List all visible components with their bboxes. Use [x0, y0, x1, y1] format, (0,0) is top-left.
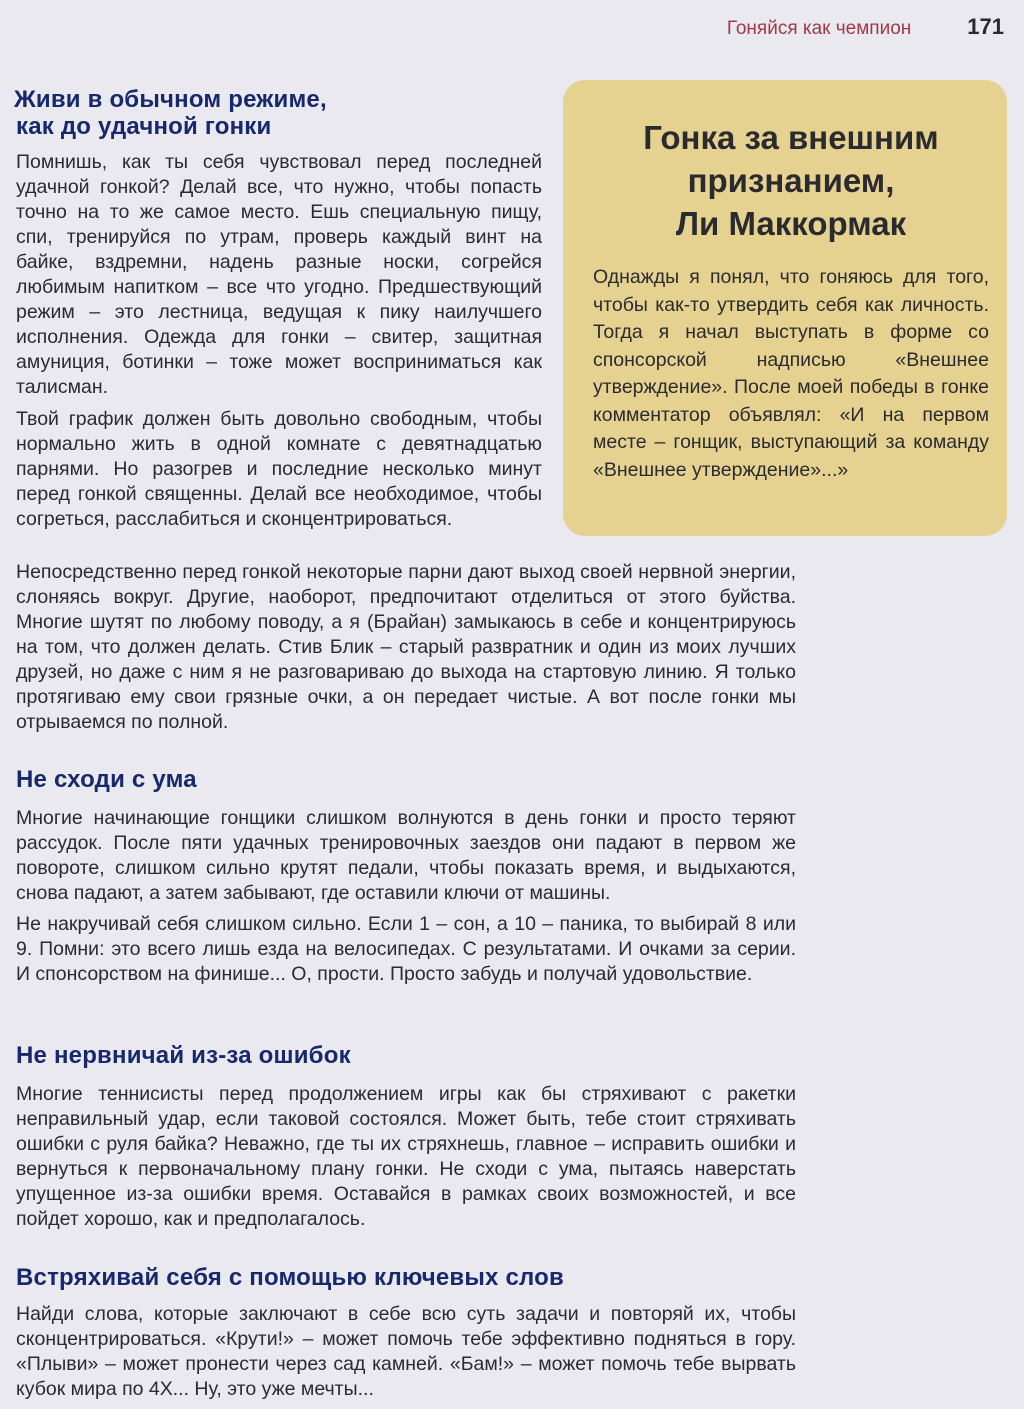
section-heading-routine-line1: Живи в обычном режиме, [14, 86, 327, 113]
keywords-paragraph: Найди слова, которые заключают в себе всю суть задачи и повторяй их, чтобы сконцентрироваться. «Крути!» – может помочь тебе эффективно подняться в гору. «Плыви» – может пронести через сад камней. «Бам!» – может помочь тебе вырвать кубок мира по 4X... Ну, это уже мечты... [16, 1303, 796, 1400]
sidebar-text: Однажды я понял, что гоняюсь для того, чтобы как-то утвердить себя как личность. Тогда я начал выступать в форме со спонсорской надписью «Внешнее утверждение». После моей победы в гонке комментатор объявлял: «И на первом месте – гонщик, выступающий за команду «Внешнее утверждение»...» [593, 266, 989, 481]
section-heading-routine [14, 86, 534, 140]
routine-column [16, 150, 542, 532]
keep-calm-paragraph-1: Многие начинающие гонщики слишком волнуются в день гонки и просто теряют рассудок. После пяти удачных тренировочных заездов они падают в первом же повороте, слишком сильно крутят педали, чтобы показать время, и выдыхаются, снова падают, а затем забывают, где оставили ключи от машины. [16, 807, 796, 904]
section-heading-mistakes: Не нервничай из-за ошибок [16, 1042, 351, 1069]
sidebar-title-line1: Гонка за внешним [643, 119, 939, 156]
page-number: 171 [967, 14, 1004, 39]
sidebar-title-line2: признанием, [687, 162, 895, 199]
routine-paragraph-2: Твой график должен быть довольно свободным, чтобы нормально жить в одной комнате с девятнадцатью парнями. Но разогрев и последние несколько минут перед гонкой священны. Делай все необходимое, чтобы согреться, расслабиться и сконцентрироваться. [16, 408, 542, 530]
sidebar-title [593, 116, 989, 245]
running-head [727, 14, 1004, 40]
routine-paragraph-3: Непосредственно перед гонкой некоторые парни дают выход своей нервной энергии, слоняясь вокруг. Другие, наоборот, предпочитают отделиться от этого буйства. Многие шутят по любому поводу, а я (Брайан) замыкаюсь в себе и концентрируюсь на том, что должен делать. Стив Блик – старый развратник и один из моих лучших друзей, но даже с ним я не разговариваю до выхода на стартовую линию. Я только протягиваю ему свои грязные очки, а он передает чистые. А вот после гонки мы отрываемся по полной. [16, 561, 796, 733]
section-heading-keep-calm: Не сходи с ума [16, 766, 197, 793]
running-title: Гоняйся как чемпион [726, 18, 912, 39]
keep-calm-paragraph-2: Не накручивай себя слишком сильно. Если 1 – сон, а 10 – паника, то выбирай 8 или 9. Помни: это всего лишь езда на велосипедах. С результатами. И очками за серии. И спонсорством на финише... О, прости. Просто забудь и получай удовольствие. [16, 913, 796, 985]
section-heading-keywords: Встряхивай себя с помощью ключевых слов [16, 1264, 564, 1291]
routine-paragraph-1: Помнишь, как ты себя чувствовал перед последней удачной гонкой? Делай все, что нужно, чтобы попасть точно на то же самое место. Ешь специальную пищу, спи, тренируйся по утрам, проверь каждый винт на байке, вздремни, надень разные носки, согрейся любимым напитком – все что угодно. Предшествующий режим – это лестница, ведущая к пику наилучшего исполнения. Одежда для гонки – свитер, защитная амуниция, ботинки – тоже может восприниматься как талисман. [16, 151, 542, 398]
sidebar-title-line3: Ли Маккормак [675, 205, 907, 242]
sidebar-box [563, 80, 1007, 536]
section-heading-routine-line2: как до удачной гонки [16, 113, 272, 140]
mistakes-paragraph: Многие теннисисты перед продолжением игры как бы стряхивают с ракетки неправильный удар, если таковой состоялся. Может быть, тебе стоит стряхивать ошибки с руля байка? Неважно, где ты их стряхнешь, главное – исправить ошибки и вернуться к первоначальному плану гонки. Не сходи с ума, пытаясь наверстать упущенное из-за ошибки время. Оставайся в рамках своих возможностей, и все пойдет хорошо, как и предполагалось. [16, 1083, 796, 1230]
